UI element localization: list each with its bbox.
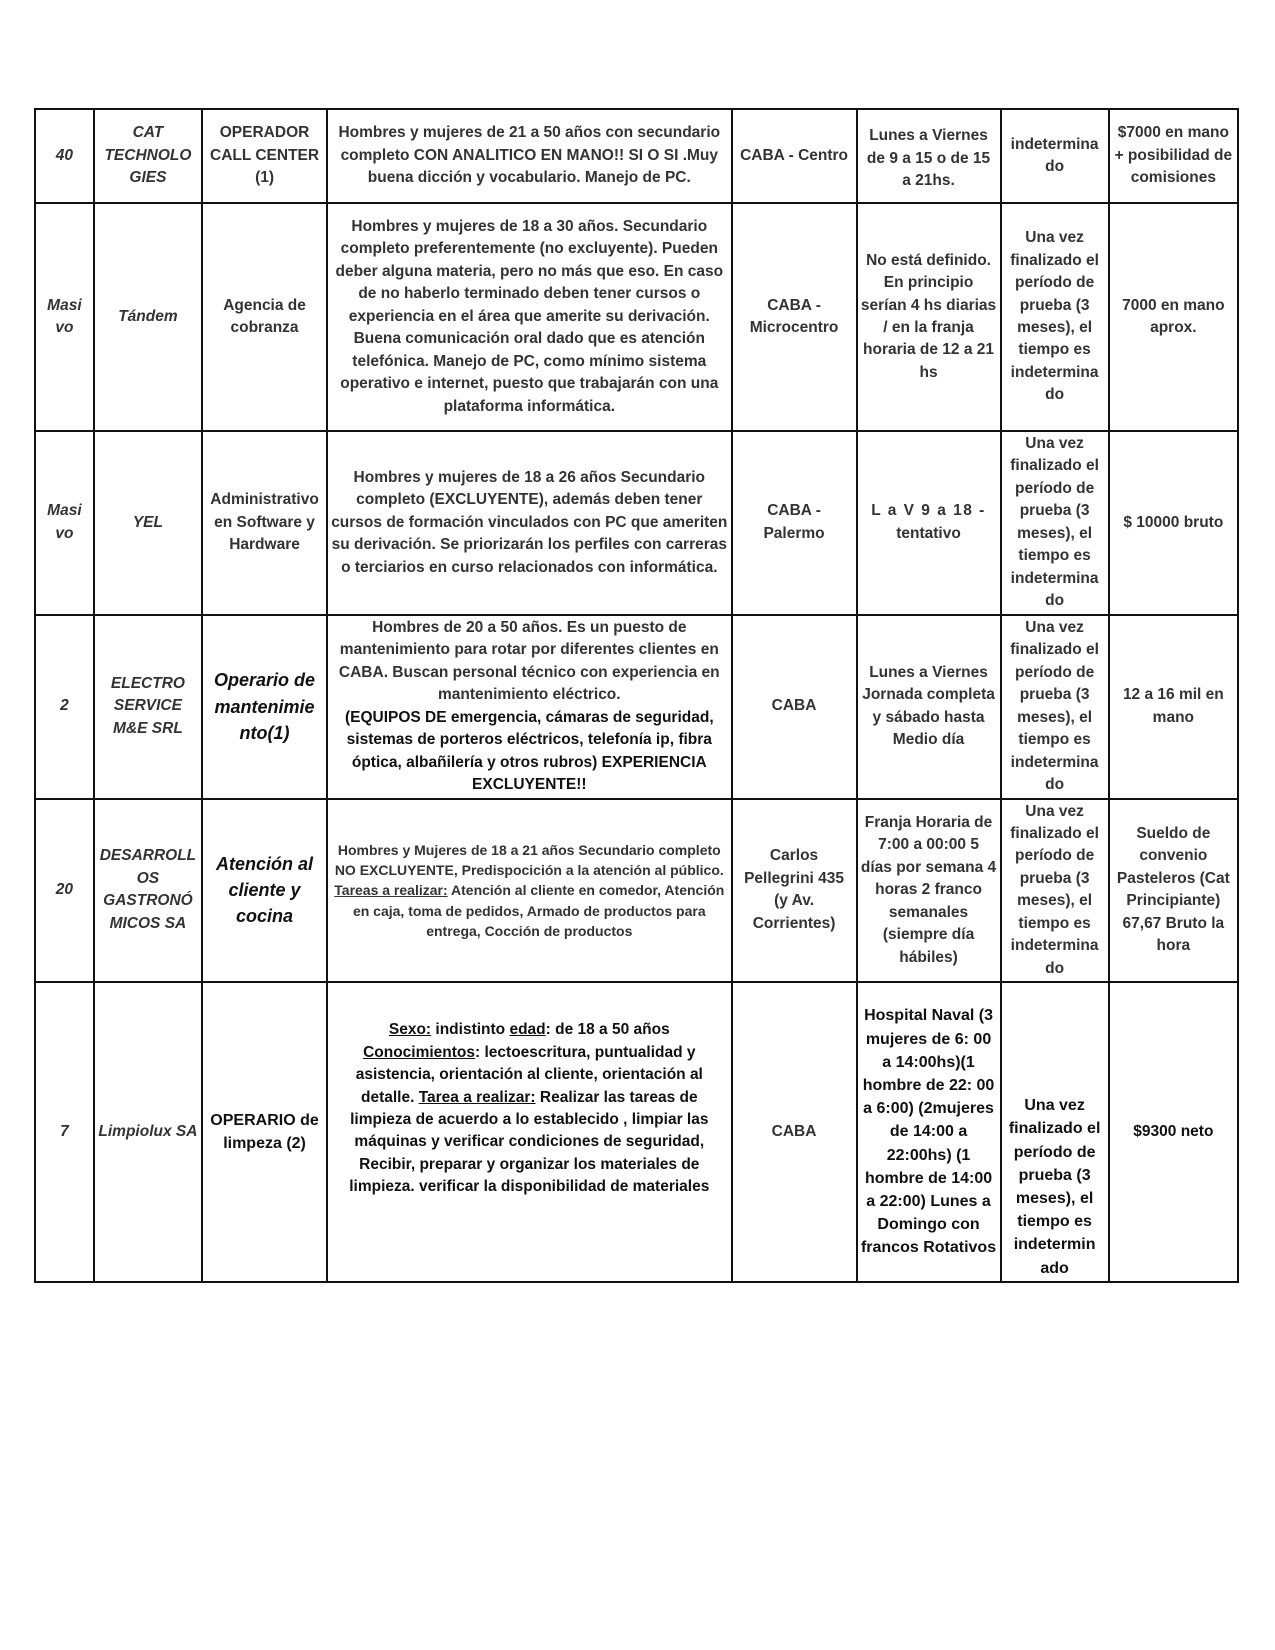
knowledge-label: Conocimientos	[363, 1043, 476, 1061]
salary-cell: $7000 en mano + posibilidad de comisiones	[1109, 109, 1238, 203]
role-cell: Operario de mantenimie nto(1)	[202, 615, 327, 799]
location-cell: CABA	[732, 615, 857, 799]
location-cell: CABA - Centro	[732, 109, 857, 203]
schedule-cell: Franja Horaria de 7:00 a 00:00 5 días por semana 4 horas 2 franco semanales (siempre día hábiles)	[857, 799, 1001, 983]
table-row	[35, 203, 1238, 431]
salary-cell: $ 10000 bruto	[1109, 431, 1238, 615]
schedule-line: tentativo	[896, 524, 961, 542]
schedule-cell	[857, 109, 1001, 203]
schedule-line: L a V 9 a 18 -	[871, 502, 986, 520]
vacancies-cell: 7	[35, 982, 94, 1282]
company-cell: YEL	[94, 431, 202, 615]
schedule-cell: Lunes a Viernes Jornada completa y sábado hasta Medio día	[857, 615, 1001, 799]
requirements-equipment: (EQUIPOS DE emergencia, cámaras de seguridad, sistemas de porteros eléctricos, telefonía ip, fibra óptica, albañilería y otros rubros) EXPERIENCIA EXCLUYENTE!!	[344, 708, 714, 794]
schedule-cell	[857, 431, 1001, 615]
salary-cell: $9300 neto	[1109, 982, 1238, 1282]
location-cell: Carlos Pellegrini 435 (y Av. Corrientes)	[732, 799, 857, 983]
salary-cell: 12 a 16 mil en mano	[1109, 615, 1238, 799]
location-cell: CABA	[732, 982, 857, 1282]
requirements-cell: Hombres y mujeres de 18 a 26 años Secundario completo (EXCLUYENTE), además deben tener cursos de formación vinculados con PC que ameriten su derivación. Se priorizarán los perfiles con carreras o terciarios en curso relacionados con informática.	[327, 431, 732, 615]
location-cell: CABA - Microcentro	[732, 203, 857, 431]
vacancies-cell: 20	[35, 799, 94, 983]
location-cell: CABA - Palermo	[732, 431, 857, 615]
contract-cell: Una vez finalizado el período de prueba (3 meses), el tiempo es indetermina do	[1001, 203, 1109, 431]
company-cell: Limpiolux SA	[94, 982, 202, 1282]
contract-text: Una vez finalizado el período de prueba (3 meses), el tiempo es indetermin ado	[1008, 1097, 1101, 1277]
contract-cell: Una vez finalizado el período de prueba (3 meses), el tiempo es indetermina do	[1001, 431, 1109, 615]
role-cell: OPERARIO de limpeza (2)	[202, 982, 327, 1282]
vacancies-cell: Masi vo	[35, 203, 94, 431]
salary-cell: Sueldo de convenio Pasteleros (Cat Principiante) 67,67 Bruto la hora	[1109, 799, 1238, 983]
table-row	[35, 109, 1238, 203]
age-label: edad	[509, 1021, 546, 1039]
tasks-text: Realizar las tareas de limpieza de acuerdo a lo establecido , limpiar las máquinas y verificar condiciones de seguridad, Recibir, preparar y organizar los materiales de limpieza. verificar la disponibilidad de materiales	[349, 1088, 710, 1196]
vacancies-cell: 2	[35, 615, 94, 799]
company-cell: Tándem	[94, 203, 202, 431]
contract-cell: indetermina do	[1001, 109, 1109, 203]
age-value: : de 18 a 50 años	[545, 1021, 670, 1039]
tasks-label: Tareas a realizar:	[334, 882, 448, 899]
contract-cell: Una vez finalizado el período de prueba (3 meses), el tiempo es indetermina do	[1001, 615, 1109, 799]
schedule-cell: No está definido. En principio serían 4 hs diarias / en la franja horaria de 12 a 21 hs	[857, 203, 1001, 431]
table-row	[35, 982, 1238, 1282]
spacer	[331, 1199, 728, 1245]
requirements-cell: Hombres y mujeres de 18 a 30 años. Secundario completo preferentemente (no excluyente). Pueden deber alguna materia, pero no más que eso. En caso de no haberlo terminado deben tener cursos o experiencia en el área que amerite su derivación. Buena comunicación oral dado que es atención telefónica. Manejo de PC, como mínimo sistema operativo e internet, puesto que trabajarán con una plataforma informática.	[327, 203, 732, 431]
table-row	[35, 615, 1238, 799]
knowledge-value: : lectoescritura, puntualidad y asistencia, orientación al cliente, orientación al detalle.	[355, 1043, 703, 1106]
vacancies-cell: 40	[35, 109, 94, 203]
contract-cell	[1001, 982, 1109, 1282]
requirements-text: Hombres de 20 a 50 años. Es un puesto de mantenimiento para rotar por diferentes clientes en CABA. Buscan personal técnico con experiencia en mantenimiento eléctrico.	[338, 618, 720, 704]
vacancies-cell: Masi vo	[35, 431, 94, 615]
company-cell: DESARROLL OS GASTRONÓ MICOS SA	[94, 799, 202, 983]
tasks-label: Tarea a realizar:	[418, 1088, 536, 1106]
requirements-cell	[327, 982, 732, 1282]
table-row	[35, 799, 1238, 983]
role-cell: Administrativo en Software y Hardware	[202, 431, 327, 615]
requirements-cell	[327, 799, 732, 983]
role-cell: OPERADOR CALL CENTER (1)	[202, 109, 327, 203]
requirements-cell: Hombres y mujeres de 21 a 50 años con secundario completo CON ANALITICO EN MANO!! SI O SI .Muy buena dicción y vocabulario. Manejo de PC.	[327, 109, 732, 203]
schedule-text: Lunes a Viernes de 9 a 15 o de 15 a 21hs.	[866, 127, 991, 190]
contract-cell: Una vez finalizado el período de prueba (3 meses), el tiempo es indetermina do	[1001, 799, 1109, 983]
role-cell: Atención al cliente y cocina	[202, 799, 327, 983]
tasks-text: Atención al cliente en comedor, Atención en caja, toma de pedidos, Armado de productos para entrega, Cocción de productos	[352, 882, 725, 939]
requirements-text: Hombres y Mujeres de 18 a 21 años Secundario completo NO EXCLUYENTE, Predispocición a la atención al público.	[334, 841, 724, 878]
table-row	[35, 431, 1238, 615]
sex-value: indistinto	[431, 1021, 510, 1039]
sex-label: Sexo:	[388, 1021, 432, 1039]
salary-cell: 7000 en mano aprox.	[1109, 203, 1238, 431]
requirements-cell	[327, 615, 732, 799]
schedule-cell: Hospital Naval (3 mujeres de 6: 00 a 14:00hs)(1 hombre de 22: 00 a 6:00) (2mujeres de 14:00 a 22:00hs) (1 hombre de 14:00 a 22:00) Lunes a Domingo con francos Rotativos	[857, 982, 1001, 1282]
company-cell: ELECTRO SERVICE M&E SRL	[94, 615, 202, 799]
company-cell: CAT TECHNOLO GIES	[94, 109, 202, 203]
job-listings-table	[34, 108, 1239, 1283]
role-cell: Agencia de cobranza	[202, 203, 327, 431]
